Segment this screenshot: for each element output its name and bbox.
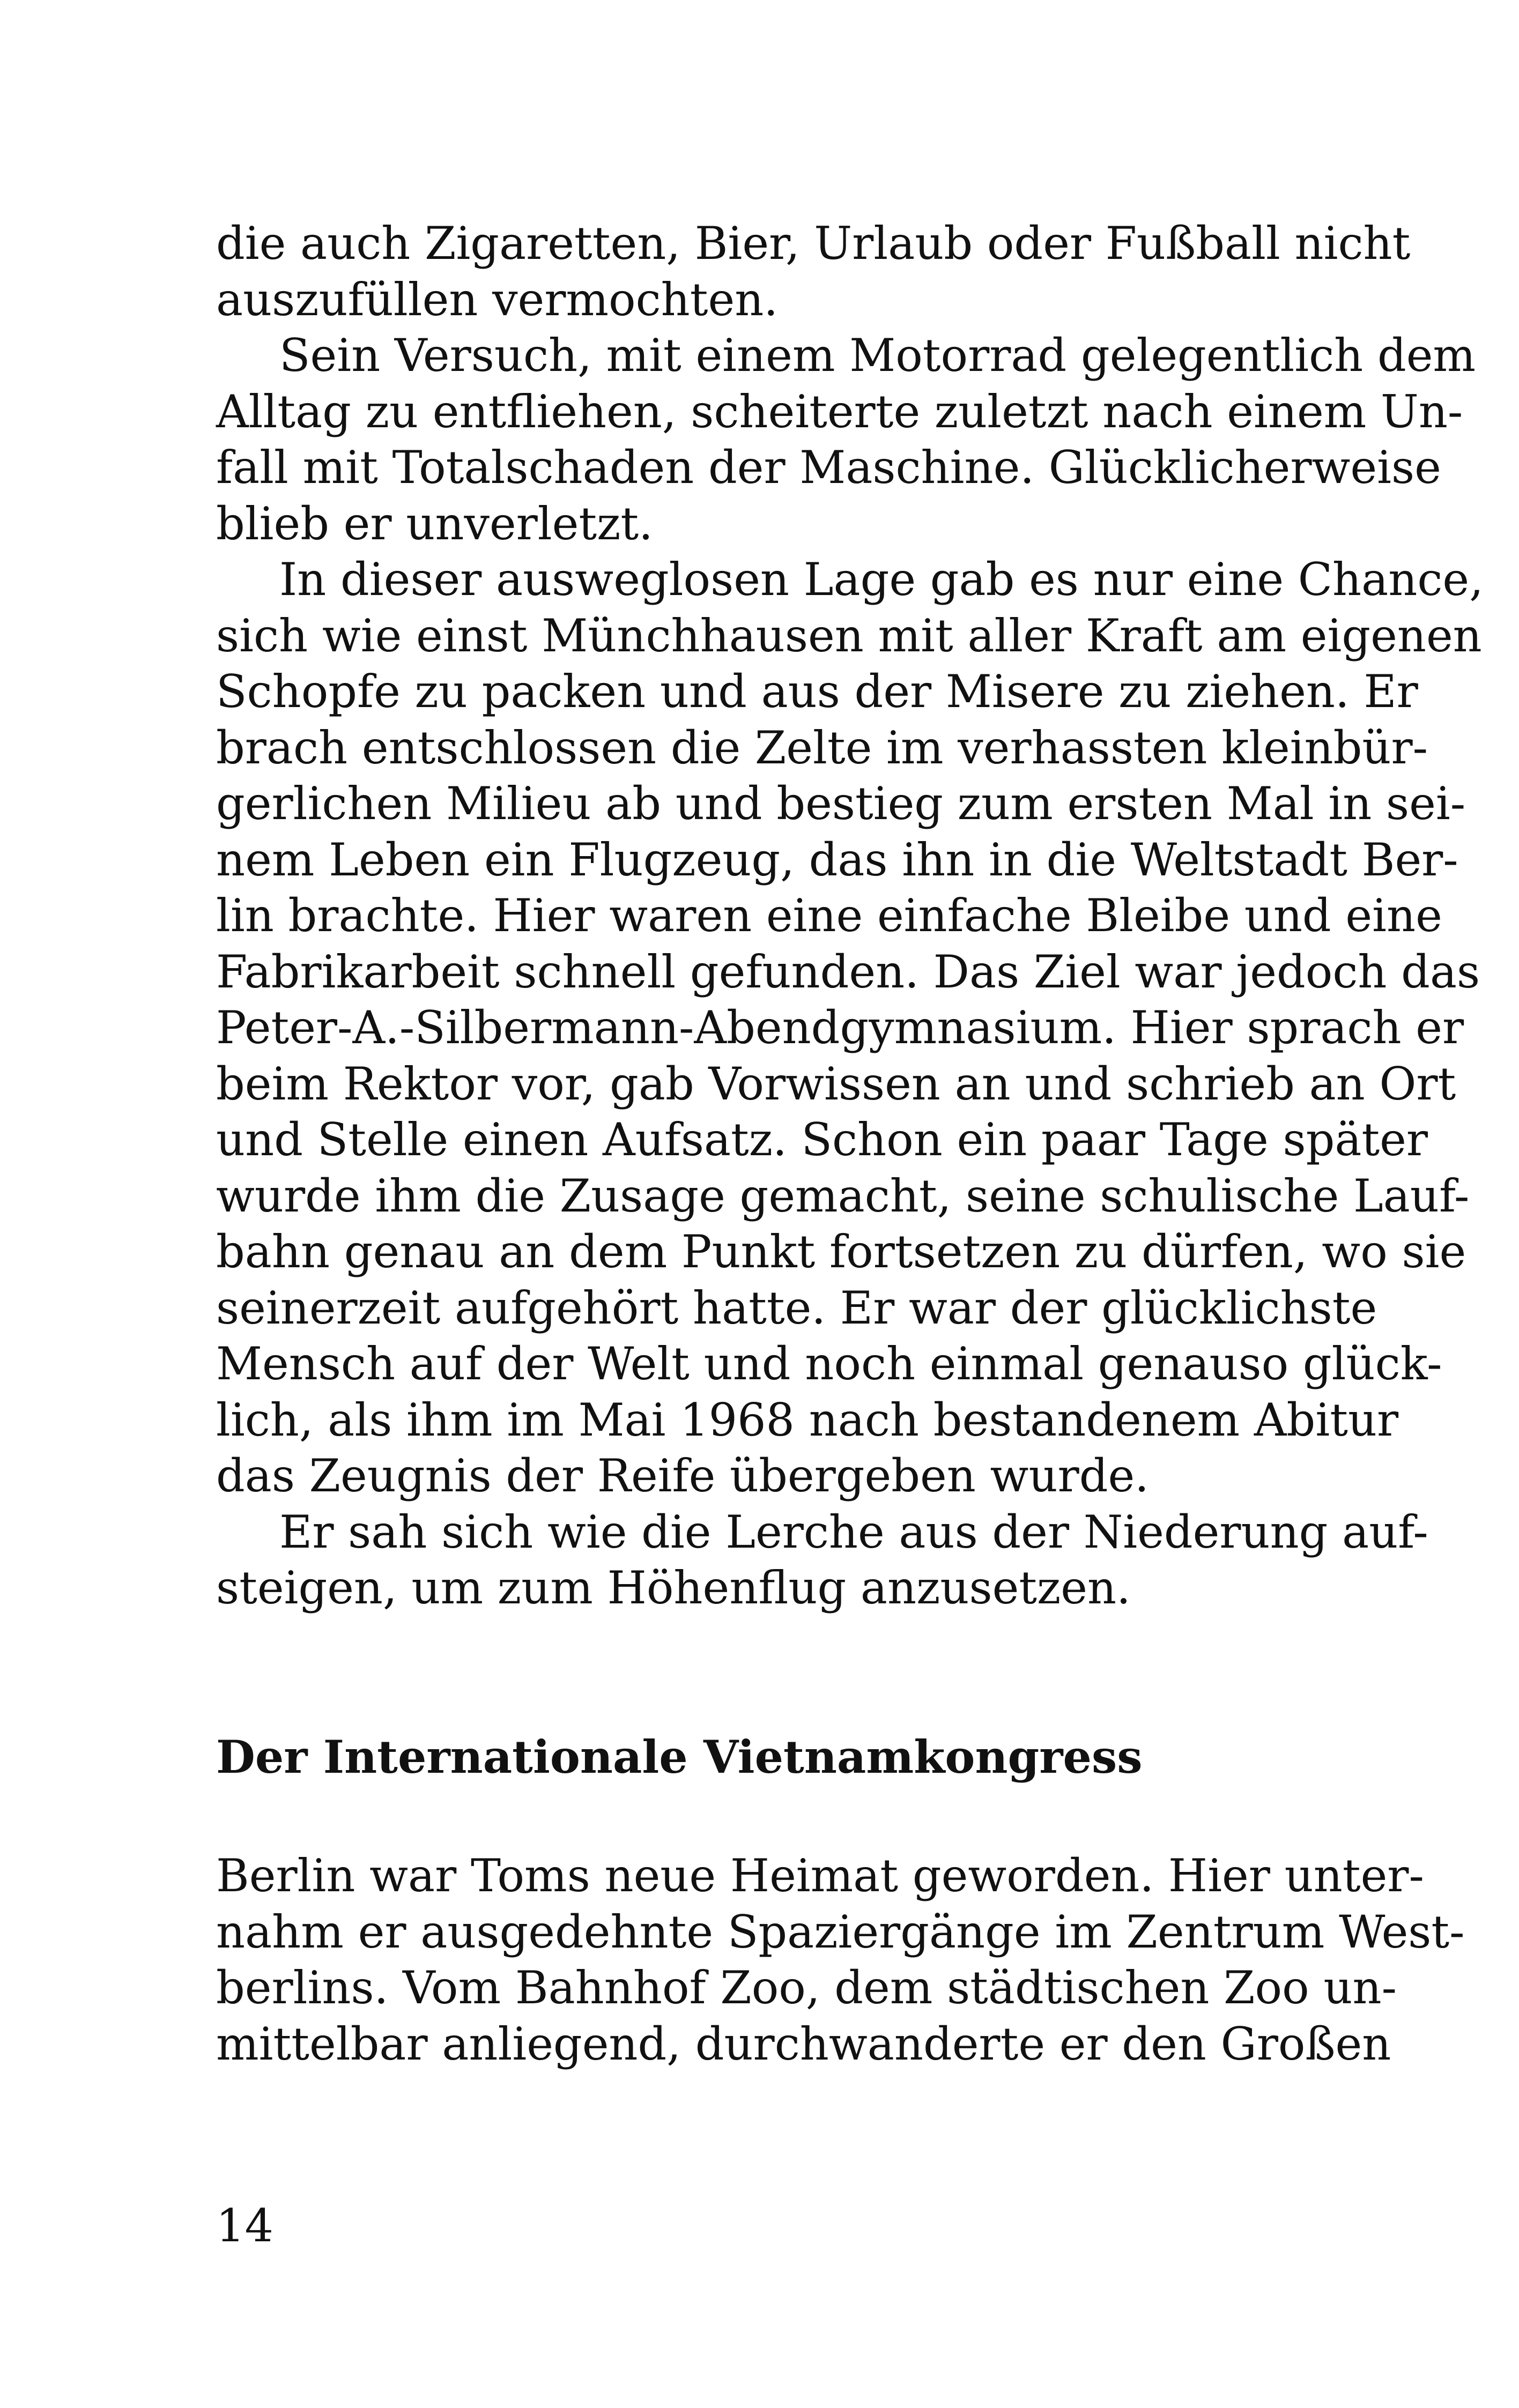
text-line: Berlin war Toms neue Heimat geworden. Hier unter- bbox=[216, 1849, 1424, 1902]
text-line: auszufüllen vermochten. bbox=[216, 273, 779, 326]
text-line: Sein Versuch, mit einem Motorrad gelegentlich dem bbox=[279, 329, 1476, 382]
text-line: fall mit Totalschaden der Maschine. Glücklicherweise bbox=[216, 441, 1441, 494]
body-text-section-1 bbox=[216, 215, 1484, 1616]
text-line: beim Rektor vor, gab Vorwissen an und schrieb an Ort bbox=[216, 1057, 1456, 1110]
text-line: brach entschlossen die Zelte im verhassten kleinbür- bbox=[216, 721, 1428, 774]
text-line: gerlichen Milieu ab und bestieg zum ersten Mal in sei- bbox=[216, 777, 1466, 830]
text-line: Fabrikarbeit schnell gefunden. Das Ziel war jedoch das bbox=[216, 945, 1480, 998]
section-heading: Der Internationale Vietnamkongress bbox=[216, 1730, 1143, 1783]
text-line: Schopfe zu packen und aus der Misere zu ziehen. Er bbox=[216, 665, 1418, 718]
body-text-section-2 bbox=[216, 1848, 1465, 2072]
text-line: seinerzeit aufgehört hatte. Er war der glücklichste bbox=[216, 1281, 1377, 1334]
text-line: das Zeugnis der Reife übergeben wurde. bbox=[216, 1450, 1149, 1502]
text-line: blieb er unverletzt. bbox=[216, 497, 653, 550]
text-line: wurde ihm die Zusage gemacht, seine schulische Lauf- bbox=[216, 1169, 1470, 1222]
text-line: lich, als ihm im Mai 1968 nach bestandenem Abitur bbox=[216, 1393, 1399, 1446]
text-line: die auch Zigaretten, Bier, Urlaub oder Fußball nicht bbox=[216, 217, 1411, 270]
text-line: steigen, um zum Höhenflug anzusetzen. bbox=[216, 1562, 1131, 1614]
text-line: Mensch auf der Welt und noch einmal genauso glück- bbox=[216, 1337, 1442, 1390]
text-line: Alltag zu entfliehen, scheiterte zuletzt nach einem Un- bbox=[216, 385, 1463, 438]
text-line: Peter-A.-Silbermann-Abendgymnasium. Hier sprach er bbox=[216, 1001, 1464, 1054]
text-line: nem Leben ein Flugzeug, das ihn in die Weltstadt Ber- bbox=[216, 833, 1458, 886]
page-number: 14 bbox=[216, 2199, 273, 2252]
text-line: bahn genau an dem Punkt fortsetzen zu dürfen, wo sie bbox=[216, 1225, 1466, 1278]
text-line: sich wie einst Münchhausen mit aller Kraft am eigenen bbox=[216, 609, 1482, 662]
text-line: berlins. Vom Bahnhof Zoo, dem städtischen Zoo un- bbox=[216, 1961, 1397, 2014]
text-line: und Stelle einen Aufsatz. Schon ein paar Tage später bbox=[216, 1113, 1428, 1166]
text-line: nahm er ausgedehnte Spaziergänge im Zentrum West- bbox=[216, 1905, 1465, 1958]
text-line: mittelbar anliegend, durchwanderte er den Großen bbox=[216, 2017, 1391, 2070]
text-line: In dieser ausweglosen Lage gab es nur eine Chance, bbox=[279, 553, 1484, 606]
text-line: Er sah sich wie die Lerche aus der Niederung auf- bbox=[279, 1505, 1428, 1558]
text-line: lin brachte. Hier waren eine einfache Bleibe und eine bbox=[216, 889, 1442, 942]
